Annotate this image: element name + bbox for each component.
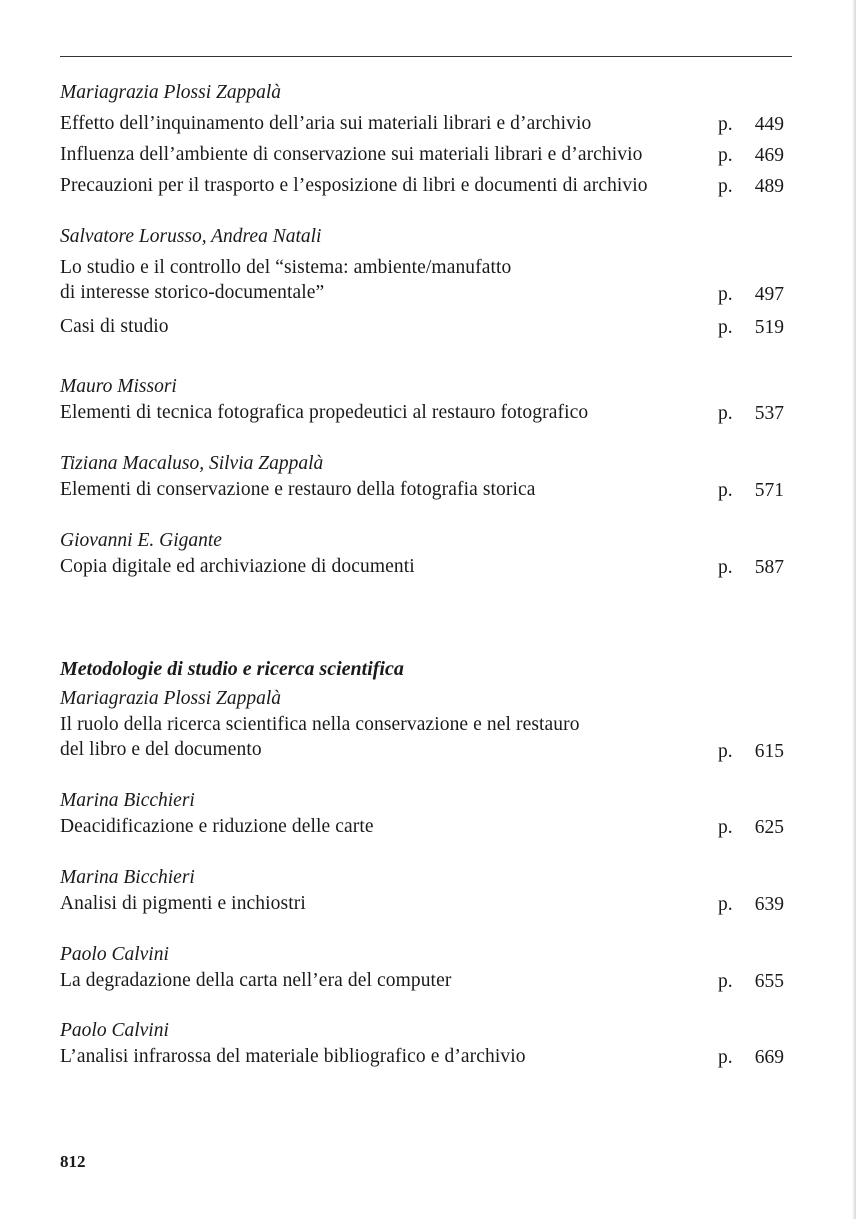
page-number: 669	[754, 1047, 784, 1068]
page-number: 489	[754, 176, 784, 197]
page-ref	[718, 175, 784, 199]
page-edge-shadow	[852, 0, 856, 1219]
author-name: Giovanni E. Gigante	[60, 530, 222, 551]
page-ref	[718, 893, 784, 917]
chapter-title: Copia digitale ed archiviazione di documenti	[60, 556, 415, 577]
page-number: 571	[754, 480, 784, 501]
chapter-title: Precauzioni per il trasporto e l’esposizione di libri e documenti di archivio	[60, 175, 648, 196]
page-number: 625	[754, 817, 784, 838]
chapter-title: Casi di studio	[60, 316, 169, 337]
page-number: 449	[754, 114, 784, 135]
page-number: 655	[754, 971, 784, 992]
page-prefix: p.	[718, 894, 733, 915]
chapter-title: Influenza dell’ambiente di conservazione sui materiali librari e d’archivio	[60, 144, 643, 165]
page-ref	[718, 402, 784, 426]
chapter-title: L’analisi infrarossa del materiale bibliografico e d’archivio	[60, 1046, 526, 1067]
page-ref	[718, 970, 784, 994]
page-prefix: p.	[718, 145, 733, 166]
page-prefix: p.	[718, 480, 733, 501]
author-name: Paolo Calvini	[60, 1020, 169, 1041]
page-ref	[718, 740, 784, 764]
chapter-title: Effetto dell’inquinamento dell’aria sui materiali librari e d’archivio	[60, 113, 592, 134]
page-prefix: p.	[718, 1047, 733, 1068]
chapter-title: Elementi di tecnica fotografica propedeutici al restauro fotografico	[60, 402, 589, 423]
author-name: Mariagrazia Plossi Zappalà	[60, 82, 282, 103]
page-ref	[718, 1046, 784, 1070]
page-number: 639	[754, 894, 784, 915]
author-name: Marina Bicchieri	[60, 790, 195, 811]
page-prefix: p.	[718, 176, 733, 197]
page-ref	[718, 316, 784, 340]
page-prefix: p.	[718, 317, 733, 338]
chapter-title: Analisi di pigmenti e inchiostri	[60, 893, 306, 914]
chapter-title: Elementi di conservazione e restauro della fotografia storica	[60, 479, 536, 500]
chapter-title-line: del libro e del documento	[60, 739, 262, 760]
chapter-title: La degradazione della carta nell’era del computer	[60, 970, 452, 991]
page-ref	[718, 556, 784, 580]
page-ref	[718, 144, 784, 168]
author-name: Mariagrazia Plossi Zappalà	[60, 688, 282, 709]
page-ref	[718, 113, 784, 137]
author-name: Mauro Missori	[60, 376, 177, 397]
section-heading: Metodologie di studio e ricerca scientifica	[60, 658, 404, 680]
page-ref	[718, 816, 784, 840]
author-name: Marina Bicchieri	[60, 867, 195, 888]
page-number: 587	[754, 557, 784, 578]
author-name: Paolo Calvini	[60, 944, 169, 965]
page-number: 469	[754, 145, 784, 166]
header-rule	[60, 56, 792, 57]
page-prefix: p.	[718, 284, 733, 305]
chapter-title-line: Lo studio e il controllo del “sistema: ambiente/manufatto	[60, 257, 512, 278]
page-prefix: p.	[718, 741, 733, 762]
author-name: Salvatore Lorusso, Andrea Natali	[60, 226, 322, 247]
page-ref	[718, 479, 784, 503]
page-number: 537	[754, 403, 784, 424]
page-folio-number: 812	[60, 1152, 86, 1171]
page-prefix: p.	[718, 817, 733, 838]
page-number: 497	[754, 284, 784, 305]
page-number: 519	[754, 317, 784, 338]
page-number: 615	[754, 741, 784, 762]
chapter-title-line: Il ruolo della ricerca scientifica nella conservazione e nel restauro	[60, 714, 580, 735]
page-prefix: p.	[718, 971, 733, 992]
page-prefix: p.	[718, 557, 733, 578]
chapter-title: Deacidificazione e riduzione delle carte	[60, 816, 374, 837]
chapter-title-line: di interesse storico-documentale”	[60, 282, 325, 303]
page-prefix: p.	[718, 114, 733, 135]
author-name: Tiziana Macaluso, Silvia Zappalà	[60, 453, 324, 474]
page-ref	[718, 283, 784, 307]
page-prefix: p.	[718, 403, 733, 424]
